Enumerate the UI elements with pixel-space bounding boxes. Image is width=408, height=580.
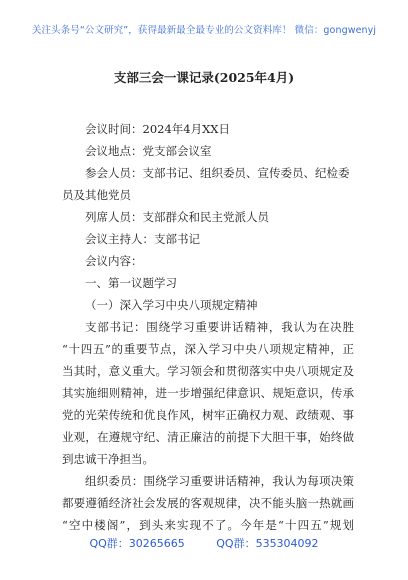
promo-banner: 关注头条号“公文研究”，获得最新最全最专业的公文资料库！ 微信：gongwenyj bbox=[31, 25, 377, 36]
qq-group-1: QQ群：30265665 bbox=[89, 537, 185, 550]
paragraph-line: 都要遵循经济社会发展的客观规律，决不能头脑一热就画 bbox=[62, 496, 354, 510]
section-heading: 一、第一议题学习 bbox=[85, 276, 177, 290]
paragraph-line: 业观，在遵规守纪、清正廉洁的前提下大胆干事，始终做 bbox=[62, 430, 354, 444]
paragraph-line: 到忠诚干净担当。 bbox=[62, 452, 154, 466]
meeting-place: 会议地点：党支部会议室 bbox=[85, 144, 212, 158]
paragraph-line: 组织委员：围绕学习重要讲话精神，我认为每项决策 bbox=[85, 474, 354, 488]
document-body bbox=[62, 118, 354, 536]
paragraph-line: 支部书记：围绕学习重要讲话精神，我认为在决胜 bbox=[85, 320, 354, 334]
meeting-observers: 列席人员：支部群众和民主党派人员 bbox=[85, 210, 269, 224]
meeting-time: 会议时间：2024年4月XX日 bbox=[85, 122, 230, 136]
qq-group-2: QQ群：535304092 bbox=[216, 537, 319, 550]
meeting-host: 会议主持人：支部书记 bbox=[85, 232, 200, 246]
paragraph-line: 党的光荣传统和优良作风，树牢正确权力观、政绩观、事 bbox=[62, 408, 354, 422]
paragraph-line: 当其时，意义重大。学习领会和贯彻落实中央八项规定及 bbox=[62, 364, 354, 378]
paragraph-line: “十四五”的重要节点，深入学习中央八项规定精神，正 bbox=[62, 342, 354, 356]
meeting-attendees-cont: 员及其他党员 bbox=[62, 188, 131, 202]
paragraph-line: 其实施细则精神，进一步增强纪律意识、规矩意识，传承 bbox=[62, 386, 354, 400]
paragraph-line: “空中楼阁”，到头来实现不了。今年是“十四五”规划 bbox=[62, 518, 354, 532]
qq-footer bbox=[0, 535, 408, 551]
page-title: 支部三会一课记录(2025年4月) bbox=[113, 70, 295, 85]
meeting-attendees: 参会人员：支部书记、组织委员、宣传委员、纪检委 bbox=[85, 166, 350, 180]
meeting-content-label: 会议内容： bbox=[85, 254, 143, 268]
subsection-heading: （一）深入学习中央八项规定精神 bbox=[85, 298, 258, 312]
